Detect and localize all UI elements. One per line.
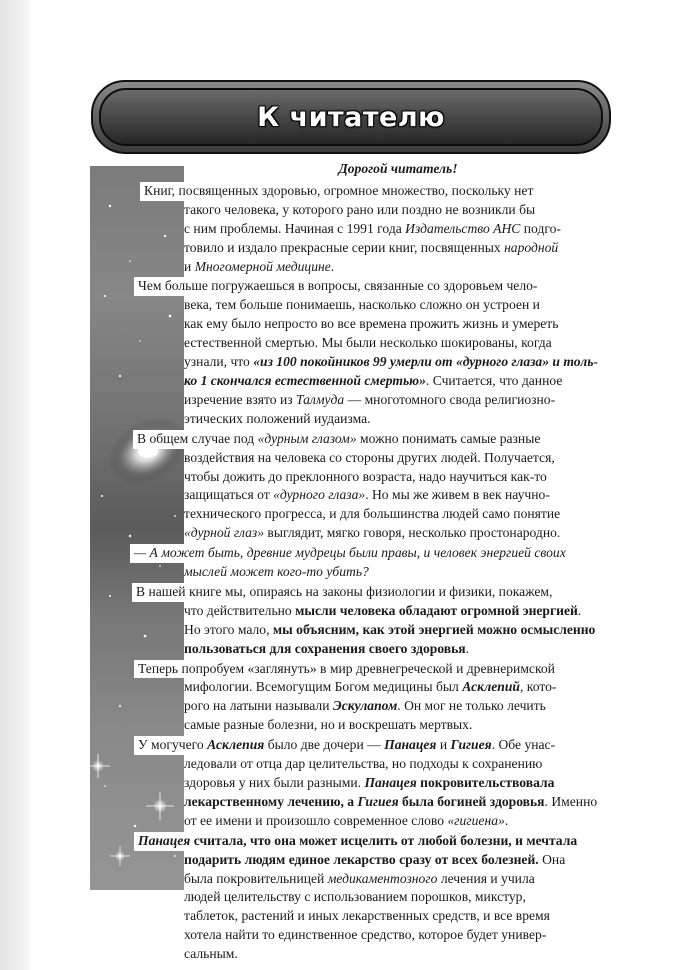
- paragraph-4: [90, 583, 616, 659]
- text-line: защищаться от «дурного глаза». Но мы же живем в век научно-: [184, 487, 550, 503]
- paragraph-3: [90, 430, 616, 543]
- text-line: от ее имени и произошло современное слово «гигиена».: [184, 812, 509, 828]
- text-line: была покровительницей медикаментозного лечения и учила: [184, 870, 535, 886]
- text-line: века, тем больше понимаешь, насколько сложно он устроен и: [184, 297, 540, 313]
- text-line: как ему было непросто во все времена прожить жизнь и умереть: [184, 316, 559, 332]
- article-body: [90, 160, 616, 965]
- text-line: сальным.: [184, 946, 238, 962]
- page-gutter: [0, 0, 30, 970]
- paragraph-6: [90, 736, 616, 831]
- text-line: ледовали от отца дар целительства, но подходы к сохранению: [184, 756, 543, 772]
- text-line: такого человека, у которого рано или поздно не возникли бы: [184, 201, 536, 217]
- text-line: мифологии. Всемогущим Богом медицины был Асклепий, кото-: [184, 679, 557, 695]
- text-line: В нашей книге мы, опираясь на законы физиологии и физики, покажем,: [132, 583, 616, 602]
- text-line: товило и издало прекрасные серии книг, посвященных народной: [184, 239, 559, 255]
- text-line: Но этого мало, мы объясним, как этой энергией можно осмысленно: [184, 621, 596, 637]
- text-line: здоровья у них были разными. Панацея покровительствовала: [184, 775, 555, 790]
- text-line: людей целительству с использованием порошков, микстур,: [184, 889, 526, 905]
- text-line: В общем случае под «дурным глазом» можно понимать самые разные: [133, 430, 616, 449]
- text-line: Панацея считала, что она может исцелить от любой болезни, и мечтала: [134, 832, 616, 851]
- text-line: — А может быть, древние мудрецы были правы, и человек энергией своих: [130, 544, 616, 563]
- paragraph-1: [90, 182, 616, 277]
- text-line: подарить людям единое лекарство сразу от всех болезней. Она: [184, 851, 566, 867]
- text-line: «дурной глаз» выглядит, мягко говоря, несколько простонародно.: [184, 525, 561, 541]
- text-line: технического прогресса, и для большинства людей само понятие: [184, 506, 561, 522]
- text-line: этических положений иудаизма.: [184, 410, 371, 426]
- text-line: пользоваться для сохранения своего здоровья.: [184, 640, 470, 656]
- text-line: таблеток, растений и иных лекарственных средств, и все время: [184, 908, 550, 924]
- text-line: с ним проблемы. Начиная с 1991 года Издательство АНС подго-: [184, 220, 561, 236]
- text-line: мыслей может кого-то убить?: [184, 564, 369, 580]
- text-line: узнали, что «из 100 покойников 99 умерли от «дурного глаза» и толь-: [184, 354, 598, 370]
- text-line: самые разные болезни, но и воскрешать мертвых.: [184, 717, 473, 733]
- text-line: рого на латыни называли Эскулапом. Он мог не только лечить: [184, 698, 546, 714]
- text-line: что действительно мысли человека обладают огромной энергией.: [184, 602, 582, 618]
- text-line: Чем больше погружаешься в вопросы, связанные со здоровьем чело-: [134, 277, 616, 296]
- text-line: чтобы дожить до преклонного возраста, надо научиться как-то: [184, 468, 547, 484]
- text-line: Теперь попробуем «заглянуть» в мир древнегреческой и древнеримской: [134, 660, 616, 679]
- text-line: и Многомерной медицине.: [184, 258, 335, 274]
- dialog-line: [90, 544, 616, 582]
- chapter-title: К читателю: [257, 101, 445, 133]
- salutation: Дорогой читатель!: [338, 161, 458, 176]
- text-line: У могучего Асклепия было две дочери — Панацея и Гигиея. Обе унас-: [134, 736, 616, 755]
- paragraph-5: [90, 660, 616, 736]
- text-line: воздействия на человека со стороны других людей. Получается,: [184, 449, 555, 465]
- paragraph-7: [90, 832, 616, 964]
- text-line: ко 1 скончался естественной смертью». Считается, что данное: [184, 372, 563, 388]
- text-line: изречение взято из Талмуда — многотомного свода религиозно-: [184, 391, 556, 407]
- text-line: Книг, посвященных здоровью, огромное множество, поскольку нет: [140, 182, 616, 201]
- text-line: естественной смертью. Мы были несколько шокированы, когда: [184, 335, 552, 351]
- chapter-header: [99, 88, 603, 146]
- text-line: лекарственному лечению, а Гигиея была богиней здоровья. Именно: [184, 793, 598, 809]
- text-line: хотела найти то единственное средство, которое будет универ-: [184, 927, 547, 943]
- paragraph-2: [90, 277, 616, 428]
